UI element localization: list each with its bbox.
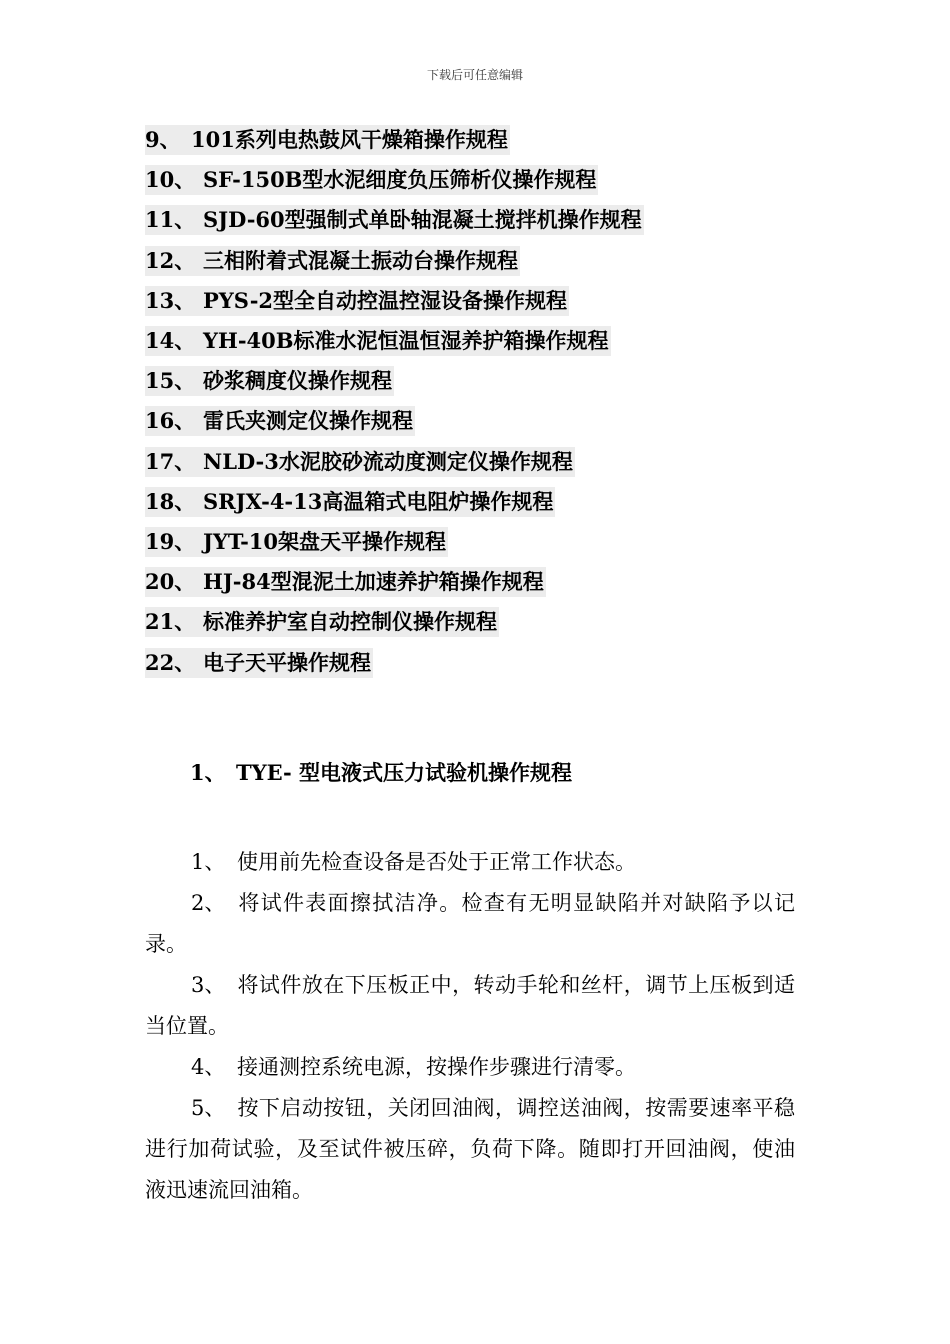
toc-item-title: SF-150B型水泥细度负压筛析仪操作规程	[203, 167, 597, 193]
procedure-steps	[145, 842, 795, 1211]
toc-item-title: 雷氏夹测定仪操作规程	[203, 408, 413, 434]
toc-item-title: NLD-3水泥胶砂流动度测定仪操作规程	[203, 448, 573, 474]
toc-item-number: 20、	[145, 569, 196, 595]
toc-item-number: 22、	[145, 649, 196, 675]
procedure-step	[145, 1047, 795, 1088]
toc-item-title: 三相附着式混凝土振动台操作规程	[203, 247, 518, 273]
toc-item-title: SJD-60型强制式单卧轴混凝土搅拌机操作规程	[203, 207, 642, 233]
toc-item	[145, 401, 644, 441]
toc-item-title: PYS-2型全自动控温控湿设备操作规程	[203, 287, 568, 313]
toc-item-number: 11、	[145, 207, 196, 233]
procedure-step	[145, 1088, 795, 1211]
toc-item	[145, 241, 644, 281]
toc-item-title: 101系列电热鼓风干燥箱操作规程	[191, 127, 508, 153]
toc-item	[145, 482, 644, 522]
page-header-note: 下载后可任意编辑	[426, 68, 523, 82]
toc-item	[145, 522, 644, 562]
toc-item	[145, 281, 644, 321]
toc-item-number: 18、	[145, 488, 196, 514]
toc-item-number: 14、	[145, 328, 196, 354]
toc-item-title: HJ-84型混泥土加速养护箱操作规程	[203, 569, 544, 595]
step-number: 2、	[191, 891, 226, 915]
toc-item-number: 16、	[145, 408, 196, 434]
procedure-step	[145, 842, 795, 883]
toc-item-title: 砂浆稠度仪操作规程	[203, 368, 392, 394]
toc-item-title: 电子天平操作规程	[203, 649, 371, 675]
toc-item-number: 21、	[145, 609, 196, 635]
procedure-step	[145, 965, 795, 1047]
toc-item-title: SRJX-4-13高温箱式电阻炉操作规程	[203, 488, 554, 514]
toc-item-number: 13、	[145, 287, 196, 313]
table-of-contents	[145, 120, 644, 683]
toc-item	[145, 160, 644, 200]
step-text: 接通测控系统电源，按操作步骤进行清零。	[237, 1055, 636, 1079]
toc-item-title: JYT-10架盘天平操作规程	[203, 528, 447, 554]
toc-item	[145, 442, 644, 482]
step-number: 5、	[191, 1096, 226, 1120]
toc-item	[145, 642, 644, 682]
toc-item	[145, 361, 644, 401]
toc-item-number: 9、	[145, 127, 181, 153]
toc-item-number: 12、	[145, 247, 196, 273]
section-number: 1、	[190, 760, 226, 785]
section-title: TYE- 型电液式压力试验机操作规程	[236, 760, 573, 785]
step-number: 4、	[191, 1055, 226, 1079]
step-text: 按下启动按钮，关闭回油阀，调控送油阀，按需要速率平稳进行加荷试验，及至试件被压碎，负荷下降。随即打开回油阀，使油液迅速流回油箱。	[145, 1096, 795, 1202]
step-number: 1、	[191, 850, 226, 874]
section-heading	[190, 756, 572, 790]
toc-item-number: 17、	[145, 448, 196, 474]
toc-item-title: YH-40B标准水泥恒温恒湿养护箱操作规程	[203, 328, 609, 354]
toc-item-number: 10、	[145, 167, 196, 193]
procedure-step	[145, 883, 795, 965]
toc-item-number: 15、	[145, 368, 196, 394]
step-text: 使用前先检查设备是否处于正常工作状态。	[237, 850, 636, 874]
toc-item	[145, 602, 644, 642]
toc-item-title: 标准养护室自动控制仪操作规程	[203, 609, 497, 635]
step-number: 3、	[191, 973, 226, 997]
toc-item	[145, 120, 644, 160]
step-text: 将试件放在下压板正中，转动手轮和丝杆，调节上压板到适当位置。	[145, 973, 795, 1038]
toc-item	[145, 200, 644, 240]
toc-item	[145, 562, 644, 602]
toc-item-number: 19、	[145, 528, 196, 554]
toc-item	[145, 321, 644, 361]
step-text: 将试件表面擦拭洁净。检查有无明显缺陷并对缺陷予以记录。	[145, 891, 795, 956]
